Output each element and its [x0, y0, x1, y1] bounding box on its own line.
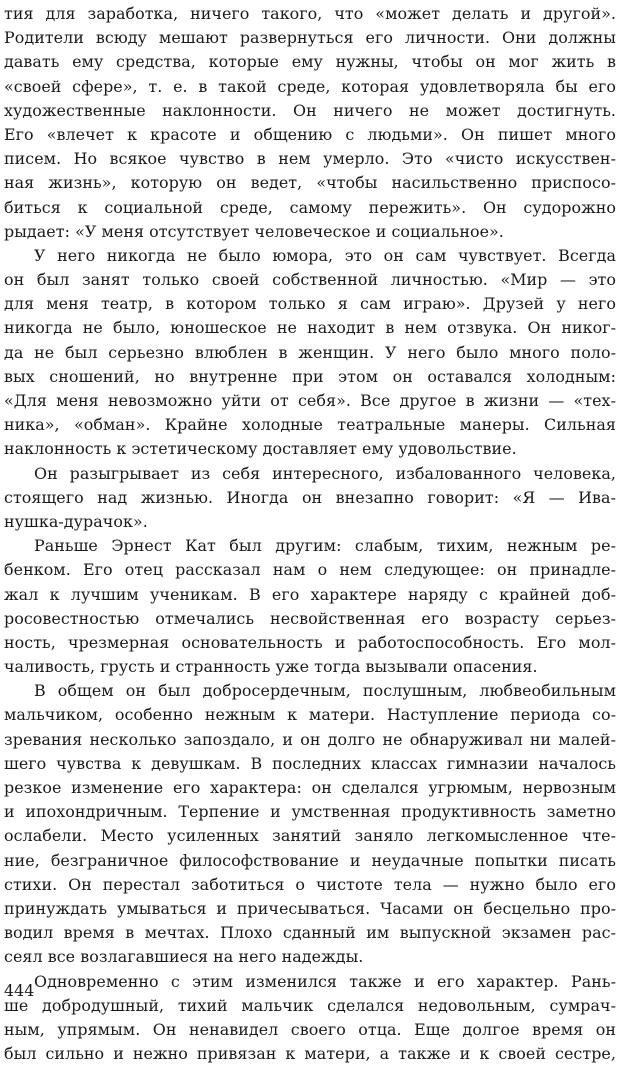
text-line: и ипохондричным. Терпение и умственная продуктивность заметно	[4, 802, 616, 822]
text-line: стоящего над жизнью. Иногда он внезапно говорит: «Я — Ива-	[4, 487, 616, 507]
text-line: ше добродушный, тихий мальчик сделался недовольным, сумрач-	[4, 995, 616, 1015]
text-line: ника», «обман». Крайне холодные театральные манеры. Сильная	[4, 415, 616, 435]
text-line: В общем он был добросердечным, послушным, любвеобильным	[34, 681, 616, 701]
text-line: Его «влечет к красоте и общению с людьми». Он пишет много	[4, 124, 616, 144]
text-line: ным, упрямым. Он ненавидел своего отца. Еще долгое время он	[4, 1019, 616, 1039]
text-line: Одновременно с этим изменился также и его характер. Рань-	[34, 971, 616, 991]
text-line: Он разыгрывает из себя интересного, избалованного человека,	[34, 463, 616, 483]
text-line: он был занят только своей собственной личностью. «Мир — это	[4, 270, 616, 290]
text-line: «своей сфере», т. е. в такой среде, которая удовлетворяла бы его	[4, 76, 616, 96]
text-line: да не был серьезно влюблен в женщин. У него было много поло-	[4, 342, 616, 362]
text-line: мальчиком, особенно нежным к матери. Наступление периода со-	[4, 705, 616, 725]
text-line: росовестностью отмечались несвойственная его возрасту серьез-	[4, 608, 616, 628]
text-line: бенком. Его отец рассказал нам о нем следующее: он принадле-	[4, 560, 616, 580]
text-line: наклонность к эстетическому доставляет ему удовольствие.	[4, 439, 517, 459]
body-text	[4, 2, 616, 1066]
text-line: У него никогда не было юмора, это он сам чувствует. Всегда	[34, 245, 616, 265]
text-line: ность, чрезмерная основательность и работоспособность. Его мол-	[4, 632, 616, 652]
text-line: сеял все возлагавшиеся на него надежды.	[4, 947, 364, 967]
text-line: для меня театр, в котором только я сам играю». Друзей у него	[4, 294, 616, 314]
text-line: писем. Но всякое чувство в нем умерло. Это «чисто искусствен-	[4, 149, 616, 169]
text-line: водил время в мечтах. Плохо сданный им выпускной экзамен рас-	[4, 923, 616, 943]
text-line: шего чувства к девушкам. В последних классах гимназии началось	[4, 753, 616, 773]
text-line: ная жизнь», которую он ведет, «чтобы насильственно приспосо-	[4, 173, 616, 193]
text-line: принуждать умываться и причесываться. Часами он бесцельно про-	[4, 898, 616, 918]
text-line: нушка-дурачок».	[4, 511, 148, 531]
text-line: стихи. Он перестал заботиться о чистоте тела — нужно было его	[4, 874, 616, 894]
text-line: жал к лучшим ученикам. В его характере наряду с крайней доб-	[4, 584, 616, 604]
text-line: Раньше Эрнест Кат был другим: слабым, тихим, нежным ре-	[34, 536, 616, 556]
text-line: Родители всюду мешают развернуться его личности. Они должны	[4, 28, 616, 48]
text-line: резкое изменение его характера: он сделался угрюмым, нервозным	[4, 778, 616, 797]
text-line: вых сношений, но внутренне при этом он оставался холодным:	[4, 366, 616, 386]
text-line: художественные наклонности. Он ничего не может достигнуть.	[4, 100, 616, 120]
text-line: рыдает: «У меня отсутствует человеческое и социальное».	[4, 221, 504, 241]
text-line: никогда не было, юношеское не находит в нем отзвука. Он никог-	[4, 318, 616, 338]
text-line: чаливость, грусть и странность уже тогда вызывали опасения.	[4, 657, 538, 677]
text-line: давать ему средства, которые ему нужны, чтобы он мог жить в	[4, 52, 616, 72]
text-line: был сильно и нежно привязан к матери, а также и к своей сестре,	[4, 1044, 616, 1064]
text-line: «Для меня невозможно уйти от себя». Все другое в жизни — «тех-	[4, 391, 616, 410]
text-line: тия для заработка, ничего такого, что «может делать и другой».	[4, 4, 616, 23]
page-number: 444	[4, 981, 35, 1000]
text-line: ние, безграничное философствование и неудачные попытки писать	[4, 850, 616, 870]
text-line: биться к социальной среде, самому пережить». Он судорожно	[4, 197, 616, 217]
text-line: зревания несколько запоздало, и он долго не обнаруживал ни малей-	[4, 729, 616, 749]
text-line: ослабели. Место усиленных занятий заняло легкомысленное чте-	[4, 826, 616, 846]
